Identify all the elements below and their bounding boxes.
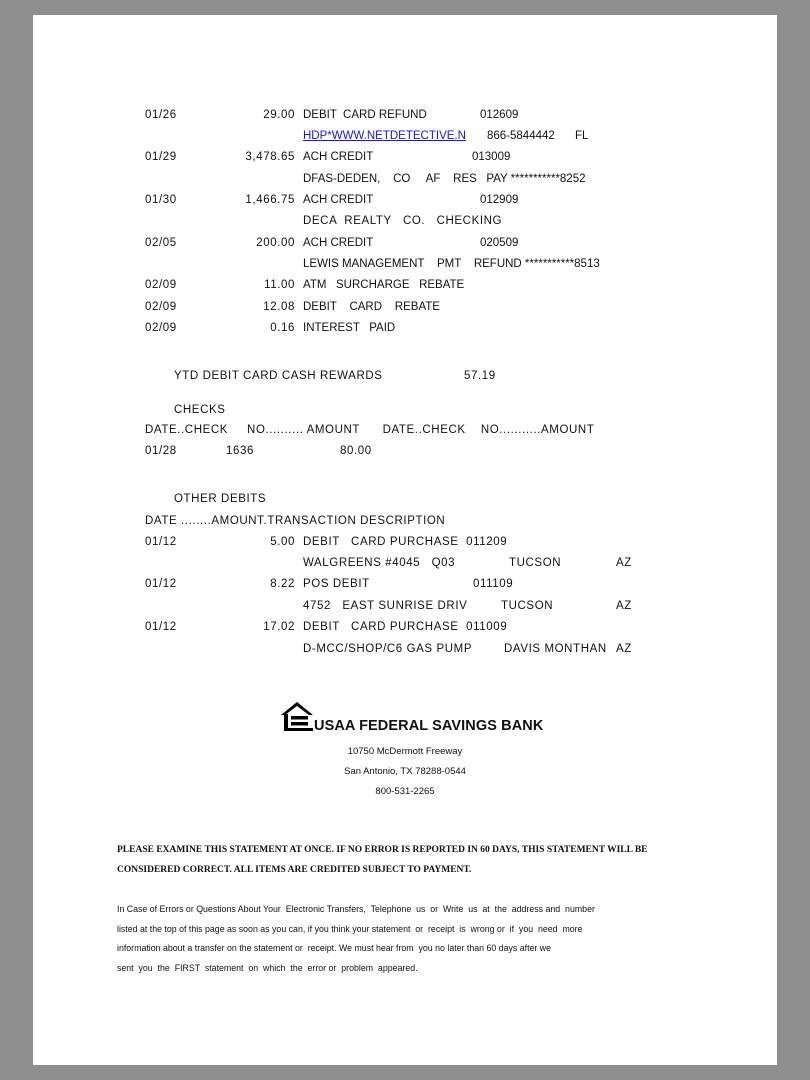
bank-name: USAA FEDERAL SAVINGS BANK [314,718,544,734]
bank-address-line2: San Antonio, TX 78288-0544 [344,766,466,777]
txn-date: 02/05 [145,237,177,249]
txn-detail: DECA REALTY CO. CHECKING [303,215,503,227]
debit-state: AZ [616,557,632,569]
txn-description: ACH CREDIT [303,237,374,249]
errors-text-line: listed at the top of this page as soon as you can, if you think your statement or receipt is wrong or if you need more [117,924,583,934]
debit-state: AZ [616,600,632,612]
checks-title: CHECKS [174,404,226,416]
txn-date: 02/09 [145,301,177,313]
txn-date: 01/29 [145,151,177,163]
debit-merchant: D-MCC/SHOP/C6 GAS PUMP [303,643,473,655]
txn-amount: 200.00 [256,237,295,249]
debit-city: TUCSON [501,600,554,612]
txn-description: DEBIT CARD REFUND [303,109,427,121]
bank-phone: 800-531-2265 [375,786,435,797]
txn-code: 020509 [480,237,519,249]
txn-date: 01/26 [145,109,177,121]
txn-description: DEBIT CARD REBATE [303,301,440,313]
txn-amount: 11.00 [264,279,295,291]
txn-detail-link[interactable]: HDP*WWW.NETDETECTIVE.N [303,130,466,142]
debit-amount: 17.02 [263,621,295,633]
txn-code: 012609 [480,109,519,121]
debit-state: AZ [616,643,632,655]
txn-description: ATM SURCHARGE REBATE [303,279,465,291]
txn-amount: 12.08 [263,301,295,313]
txn-amount: 0.16 [270,322,295,334]
txn-amount: 1,466.75 [245,194,295,206]
rewards-value: 57.19 [464,370,496,382]
debit-description: DEBIT CARD PURCHASE 011209 [303,536,508,548]
check-number: 1636 [226,445,254,457]
other-debits-title: OTHER DEBITS [174,493,267,505]
errors-text-line: sent you the FIRST statement on which the error or problem appeared. [117,963,418,973]
debit-date: 01/12 [145,578,177,590]
txn-description: ACH CREDIT [303,151,374,163]
debit-amount: 5.00 [270,536,295,548]
rewards-label: YTD DEBIT CARD CASH REWARDS [174,370,383,382]
txn-date: 02/09 [145,279,177,291]
txn-detail-phone: 866-5844442 [487,130,555,142]
txn-date: 01/30 [145,194,177,206]
check-amount: 80.00 [340,445,372,457]
debit-city: DAVIS MONTHAN [504,643,607,655]
debit-date: 01/12 [145,536,177,548]
checks-header: DATE..CHECK NO.......... AMOUNT DATE..CHECK NO...........AMOUNT [145,424,595,436]
txn-detail: LEWIS MANAGEMENT PMT REFUND ***********8513 [303,258,600,270]
debit-city: TUCSON [509,557,562,569]
debit-merchant: 4752 EAST SUNRISE DRIV [303,600,468,612]
notice-line2: CONSIDERED CORRECT. ALL ITEMS ARE CREDITED SUBJECT TO PAYMENT. [117,865,472,875]
debit-merchant: WALGREENS #4045 Q03 [303,557,456,569]
txn-amount: 29.00 [263,109,295,121]
txn-detail-state: FL [575,130,589,142]
statement-page [33,15,777,1065]
check-date: 01/28 [145,445,177,457]
txn-description: ACH CREDIT [303,194,374,206]
bank-address-line1: 10750 McDermott Freeway [347,746,463,757]
txn-amount: 3,478.65 [245,151,295,163]
txn-code: 013009 [472,151,511,163]
txn-detail: DFAS-DEDEN, CO AF RES PAY ***********8252 [303,173,586,185]
equal-housing-icon [279,699,315,733]
txn-code: 012909 [480,194,519,206]
other-debits-header: DATE ........AMOUNT.TRANSACTION DESCRIPTION [145,515,446,527]
errors-text-line: information about a transfer on the statement or receipt. We must hear from you no later than 60 days after we [117,943,552,953]
debit-code: 011109 [473,578,514,590]
debit-description: POS DEBIT [303,578,370,590]
errors-text-line: In Case of Errors or Questions About Your Electronic Transfers, Telephone us or Write us at the address and number [117,904,595,914]
debit-amount: 8.22 [270,578,295,590]
debit-description: DEBIT CARD PURCHASE 011009 [303,621,508,633]
txn-date: 02/09 [145,322,177,334]
notice-line1: PLEASE EXAMINE THIS STATEMENT AT ONCE. IF NO ERROR IS REPORTED IN 60 DAYS, THIS STATEMENT WILL BE [117,845,648,855]
debit-date: 01/12 [145,621,177,633]
txn-description: INTEREST PAID [303,322,396,334]
